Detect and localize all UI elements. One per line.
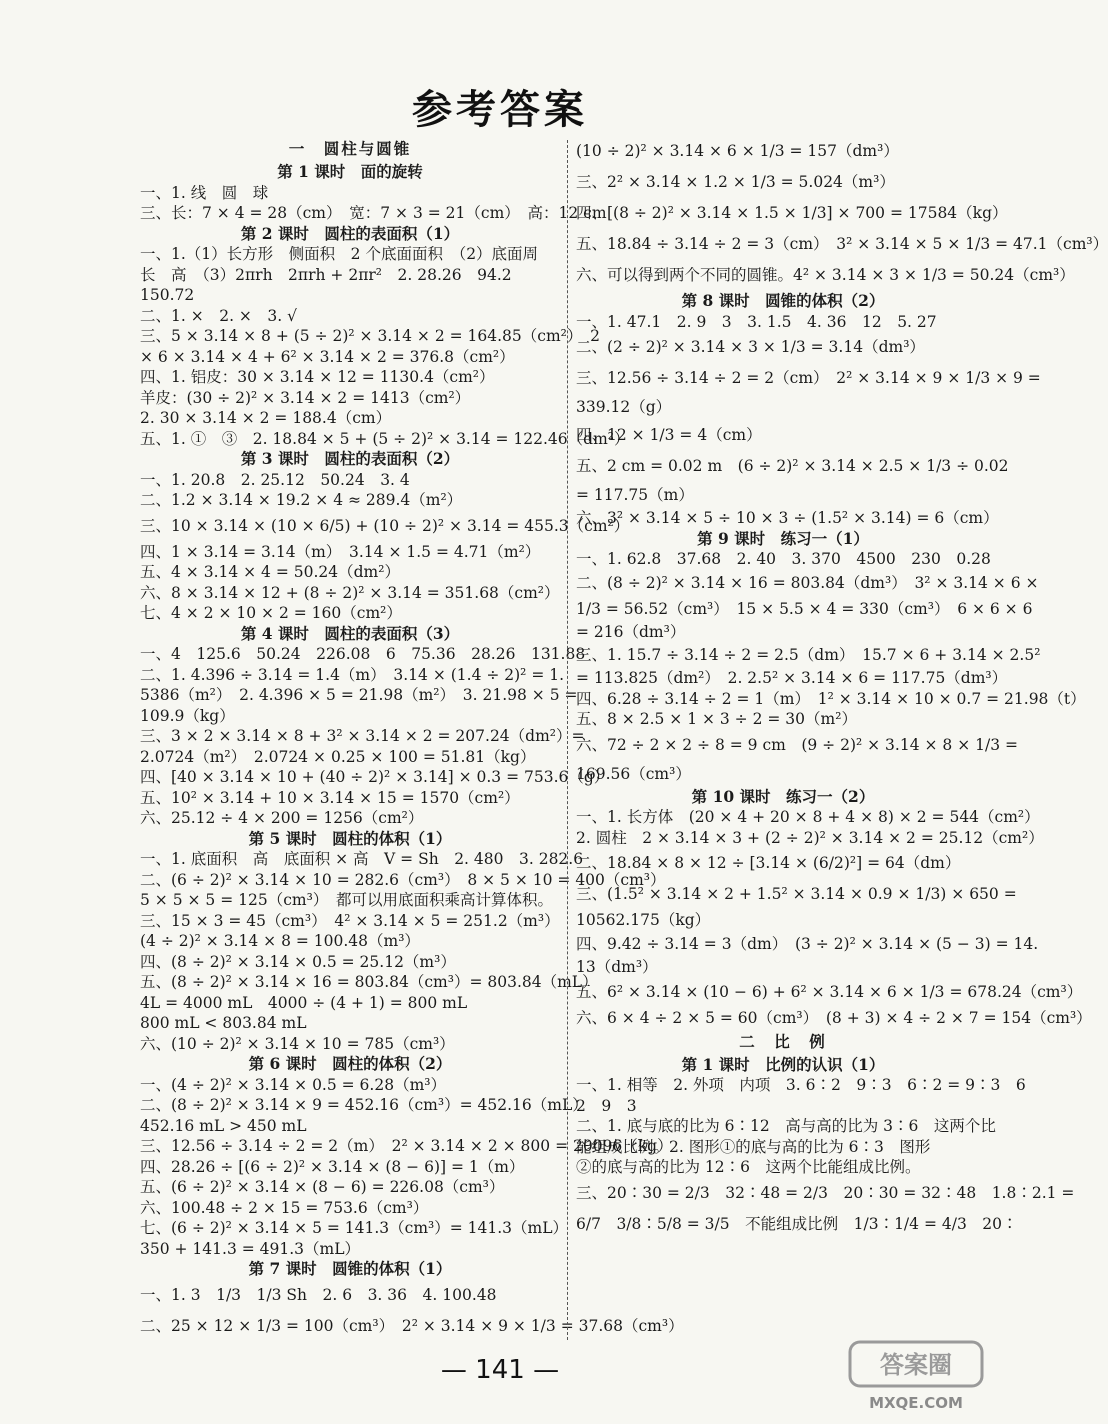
page-number: — 141 — xyxy=(440,1355,560,1385)
right-column xyxy=(576,136,1108,1240)
left-answer-line: 109.9（kg） xyxy=(140,706,235,725)
left-section-heading: 第 3 课时 圆柱的表面积（2） xyxy=(240,449,460,468)
right-answer-line: 二、(8 ÷ 2)² × 3.14 × 16 = 803.84（dm³） 3² × 3.14 × 6 × xyxy=(576,573,1039,592)
left-answer-line: 二、(6 ÷ 2)² × 3.14 × 10 = 282.6（cm³） 8 × 5 × 10 = 400（cm³） xyxy=(140,870,666,889)
left-answer-line: 五、4 × 3.14 × 4 = 50.24（dm²） xyxy=(140,563,400,581)
left-answer-line: 一、1. 3 1/3 1/3 Sh 2. 6 3. 36 4. 100.48 xyxy=(140,1285,497,1304)
left-answer-line: 452.16 mL > 450 mL xyxy=(140,1116,307,1135)
left-section-heading: 一 圆柱与圆锥 xyxy=(288,139,412,158)
right-answer-line: 三、20∶30 = 2/3 32∶48 = 2/3 20∶30 = 32∶48 1.8∶2.1 = xyxy=(576,1183,1075,1202)
left-answer-line: 二、(8 ÷ 2)² × 3.14 × 9 = 452.16（cm³）= 452.16（mL） xyxy=(140,1096,588,1114)
left-answer-line: 5 × 5 × 5 = 125（cm³） 都可以用底面积乘高计算体积。 xyxy=(140,891,554,909)
left-answer-line: 5386（m²） 2. 4.396 × 5 = 21.98（m²） 3. 21.98 × 5 = xyxy=(140,686,578,704)
left-answer-line: 六、8 × 3.14 × 12 + (8 ÷ 2)² × 3.14 = 351.68（cm²） xyxy=(140,583,560,602)
left-answer-line: × 6 × 3.14 × 4 + 6² × 3.14 × 2 = 376.8（cm²） xyxy=(140,347,515,366)
right-section-heading: 第 10 课时 练习一（2） xyxy=(691,786,875,806)
right-answer-line: 五、18.84 ÷ 3.14 ÷ 2 = 3（cm） 3² × 3.14 × 5 × 1/3 = 47.1（cm³） xyxy=(576,235,1108,253)
right-answer-line: 一、1. 47.1 2. 9 3 3. 1.5 4. 36 12 5. 27 xyxy=(576,312,937,331)
left-section-heading: 第 6 课时 圆柱的体积（2） xyxy=(248,1054,452,1073)
left-answer-line: 150.72 xyxy=(140,286,195,304)
right-answer-line: (10 ÷ 2)² × 3.14 × 6 × 1/3 = 157（dm³） xyxy=(576,142,899,160)
left-answer-line: 一、4 125.6 50.24 226.08 6 75.36 28.26 131.88 xyxy=(140,645,586,663)
right-answer-line: 二、1. 底与底的比为 6∶12 高与高的比为 3∶6 这两个比 xyxy=(576,1117,996,1135)
right-section-heading: 第 8 课时 圆锥的体积（2） xyxy=(681,291,885,310)
right-answer-line: 六、可以得到两个不同的圆锥。4² × 3.14 × 3 × 1/3 = 50.24（cm³） xyxy=(576,266,1075,284)
left-answer-line: 六、(10 ÷ 2)² × 3.14 × 10 = 785（cm³） xyxy=(140,1034,455,1053)
left-answer-line: 四、[40 × 3.14 × 10 + (40 ÷ 2)² × 3.14] × 0.3 = 753.6（g） xyxy=(140,768,610,786)
right-section-heading: 第 1 课时 比例的认识（1） xyxy=(681,1054,885,1074)
left-section-heading: 第 5 课时 圆柱的体积（1） xyxy=(248,828,452,848)
right-answer-line: 三、12.56 ÷ 3.14 ÷ 2 = 2（cm） 2² × 3.14 × 9 × 1/3 × 9 = xyxy=(576,369,1041,387)
left-answer-line: 七、(6 ÷ 2)² × 3.14 × 5 = 141.3（cm³）= 141.3（mL） xyxy=(140,1219,569,1237)
left-answer-line: 三、10 × 3.14 × (10 × 6/5) + (10 ÷ 2)² × 3.14 = 455.3（cm²） xyxy=(140,516,630,535)
right-answer-line: 2 9 3 xyxy=(576,1096,637,1115)
left-answer-line: 一、1. 20.8 2. 25.12 50.24 3. 4 xyxy=(140,470,410,489)
left-section-heading: 第 1 课时 面的旋转 xyxy=(277,162,423,181)
left-answer-line: 800 mL < 803.84 mL xyxy=(140,1014,307,1032)
right-answer-line: 10562.175（kg） xyxy=(576,911,711,929)
right-answer-line: 13（dm³） xyxy=(576,957,658,976)
left-answer-line: 一、1.（1）长方形 侧面积 2 个底面面积 （2）底面周 xyxy=(140,245,539,263)
right-answer-line: 三、(1.5² × 3.14 × 2 + 1.5² × 3.14 × 0.9 × 1/3) × 650 = xyxy=(576,885,1017,903)
right-answer-line: 二、18.84 × 8 × 12 ÷ [3.14 × (6/2)²] = 64（dm） xyxy=(576,854,961,872)
right-answer-line: 一、1. 62.8 37.68 2. 40 3. 370 4500 230 0.28 xyxy=(576,550,991,568)
right-answer-line: 169.56（cm³） xyxy=(576,764,691,783)
left-answer-line: 六、25.12 ÷ 4 × 200 = 1256（cm²） xyxy=(140,809,424,827)
left-answer-line: 三、15 × 3 = 45（cm³） 4² × 3.14 × 5 = 251.2（m³） xyxy=(140,911,560,930)
right-answer-line: 三、2² × 3.14 × 1.2 × 1/3 = 5.024（m³） xyxy=(576,173,895,191)
left-answer-line: (4 ÷ 2)² × 3.14 × 8 = 100.48（m³） xyxy=(140,932,420,950)
left-answer-line: 五、1. ① ③ 2. 18.84 × 5 + (5 ÷ 2)² × 3.14 = 122.46（dm²） xyxy=(140,429,630,448)
right-section-heading: 第 9 课时 练习一（1） xyxy=(697,528,869,548)
right-answer-line: 二、(2 ÷ 2)² × 3.14 × 3 × 1/3 = 3.14（dm³） xyxy=(576,338,925,356)
page-title: 参考答案 xyxy=(412,86,588,133)
left-answer-line: 三、3 × 2 × 3.14 × 8 + 3² × 3.14 × 2 = 207.24（dm²）= xyxy=(140,727,585,745)
left-answer-line: 四、1. 铝皮：30 × 3.14 × 12 = 1130.4（cm²） xyxy=(140,368,495,386)
right-answer-line: 六、72 ÷ 2 × 2 ÷ 8 = 9 cm (9 ÷ 2)² × 3.14 × 8 × 1/3 = xyxy=(576,735,1018,754)
left-answer-line: 三、12.56 ÷ 3.14 ÷ 2 = 2（m） 2² × 3.14 × 2 × 800 = 20096（kg） xyxy=(140,1137,673,1155)
right-answer-line: 四、12 × 1/3 = 4（cm） xyxy=(576,426,762,444)
left-answer-line: 2.0724（m²） 2.0724 × 0.25 × 100 = 51.81（kg） xyxy=(140,747,536,766)
right-answer-line: 五、8 × 2.5 × 1 × 3 ÷ 2 = 30（m²） xyxy=(576,710,857,728)
left-answer-line: 四、28.26 ÷ [(6 ÷ 2)² × 3.14 × (8 − 6)] = 1（m） xyxy=(140,1157,525,1176)
right-answer-line: 四、[(8 ÷ 2)² × 3.14 × 1.5 × 1/3] × 700 = 17584（kg） xyxy=(576,204,1008,222)
left-section-heading: 第 7 课时 圆锥的体积（1） xyxy=(248,1259,452,1278)
left-answer-line: 4L = 4000 mL 4000 ÷ (4 + 1) = 800 mL xyxy=(140,993,468,1012)
left-answer-line: 五、(6 ÷ 2)² × 3.14 × (8 − 6) = 226.08（cm³） xyxy=(140,1178,505,1196)
left-answer-line: 二、1. × 2. × 3. √ xyxy=(140,306,297,325)
right-answer-line: 一、1. 相等 2. 外项 内项 3. 6∶2 9∶3 6∶2 = 9∶3 6 xyxy=(576,1076,1026,1094)
right-answer-line: 五、2 cm = 0.02 m (6 ÷ 2)² × 3.14 × 2.5 × 1/3 ÷ 0.02 xyxy=(576,457,1009,475)
watermark-site: MXQE.COM xyxy=(869,1394,963,1412)
left-answer-line: 三、5 × 3.14 × 8 + (5 ÷ 2)² × 3.14 × 2 = 164.85（cm²） 2 xyxy=(140,327,600,345)
right-answer-line: 五、6² × 3.14 × (10 − 6) + 6² × 3.14 × 6 × 1/3 = 678.24（cm³） xyxy=(576,983,1083,1001)
left-answer-line: 五、10² × 3.14 + 10 × 3.14 × 15 = 1570（cm²） xyxy=(140,788,520,807)
right-answer-line: 6/7 3/8∶5/8 = 3/5 不能组成比例 1/3∶1/4 = 4/3 20∶ xyxy=(576,1214,1018,1233)
left-answer-line: 一、1. 线 圆 球 xyxy=(140,183,269,202)
right-answer-line: 一、1. 长方体 (20 × 4 + 20 × 8 + 4 × 8) × 2 = 544（cm²） xyxy=(576,808,1040,826)
left-answer-line: 一、(4 ÷ 2)² × 3.14 × 0.5 = 6.28（m³） xyxy=(140,1075,446,1094)
right-answer-line: 339.12（g） xyxy=(576,398,672,416)
left-answer-line: 三、长：7 × 4 = 28（cm） 宽：7 × 3 = 21（cm） 高：12 cm xyxy=(140,204,607,222)
right-answer-line: 六、3² × 3.14 × 5 ÷ 10 × 3 ÷ (1.5² × 3.14) = 6（cm） xyxy=(576,509,999,527)
right-answer-line: 2. 圆柱 2 × 3.14 × 3 + (2 ÷ 2)² × 3.14 × 2 = 25.12（cm²） xyxy=(576,828,1044,847)
column-divider xyxy=(567,140,568,1340)
right-answer-line: 四、9.42 ÷ 3.14 = 3（dm） (3 ÷ 2)² × 3.14 × (5 − 3) = 14. xyxy=(576,934,1039,953)
left-answer-line: 2. 30 × 3.14 × 2 = 188.4（cm） xyxy=(140,409,392,427)
left-answer-line: 二、25 × 12 × 1/3 = 100（cm³） 2² × 3.14 × 9 × 1/3 = 37.68（cm³） xyxy=(140,1316,684,1335)
left-answer-line: 长 高 （3）2πrh 2πrh + 2πr² 2. 28.26 94.2 xyxy=(140,265,512,284)
left-answer-line: 二、1.2 × 3.14 × 19.2 × 4 ≈ 289.4（m²） xyxy=(140,491,463,509)
right-answer-line: = 113.825（dm²） 2. 2.5² × 3.14 × 6 = 117.75（dm³） xyxy=(576,669,1008,687)
watermark-logo xyxy=(846,1338,986,1418)
right-answer-line: = 117.75（m） xyxy=(576,486,694,504)
left-answer-line: 二、1. 4.396 ÷ 3.14 = 1.4（m） 3.14 × (1.4 ÷ 2)² = 1. xyxy=(140,665,565,684)
left-answer-line: 五、(8 ÷ 2)² × 3.14 × 16 = 803.84（cm³）= 803.84（mL） xyxy=(140,973,598,991)
right-answer-line: = 216（dm³） xyxy=(576,622,686,641)
right-answer-line: ②的底与高的比为 12∶6 这两个比能组成比例。 xyxy=(576,1158,921,1176)
left-section-heading: 第 2 课时 圆柱的表面积（1） xyxy=(240,223,460,243)
right-section-heading: 二 比 例 xyxy=(739,1031,827,1051)
right-answer-line: 1/3 = 56.52（cm³） 15 × 5.5 × 4 = 330（cm³） 6 × 6 × 6 xyxy=(576,599,1033,618)
left-answer-line: 一、1. 底面积 高 底面积 × 高 V = Sh 2. 480 3. 282.6 xyxy=(140,850,584,868)
left-answer-line: 四、1 × 3.14 = 3.14（m） 3.14 × 1.5 = 4.71（m²） xyxy=(140,542,541,561)
right-answer-line: 三、1. 15.7 ÷ 3.14 ÷ 2 = 2.5（dm） 15.7 × 6 + 3.14 × 2.5² xyxy=(576,646,1041,664)
right-answer-line: 六、6 × 4 ÷ 2 × 5 = 60（cm³） (8 + 3) × 4 ÷ 2 × 7 = 154（cm³） xyxy=(576,1009,1092,1027)
left-answer-line: 350 + 141.3 = 491.3（mL） xyxy=(140,1239,361,1258)
right-answer-line: 四、6.28 ÷ 3.14 ÷ 2 = 1（m） 1² × 3.14 × 10 × 0.7 = 21.98（t） xyxy=(576,689,1086,708)
left-answer-line: 六、100.48 ÷ 2 × 15 = 753.6（cm³） xyxy=(140,1198,429,1217)
right-answer-line: 能组成比例。2. 图形①的底与高的比为 6∶3 图形 xyxy=(576,1137,931,1156)
left-section-heading: 第 4 课时 圆柱的表面积（3） xyxy=(240,623,460,643)
left-answer-line: 羊皮：(30 ÷ 2)² × 3.14 × 2 = 1413（cm²） xyxy=(140,388,471,407)
left-answer-line: 四、(8 ÷ 2)² × 3.14 × 0.5 = 25.12（m³） xyxy=(140,952,456,971)
left-answer-line: 七、4 × 2 × 10 × 2 = 160（cm²） xyxy=(140,604,402,622)
watermark-logo-text: 答案圈 xyxy=(880,1351,952,1379)
